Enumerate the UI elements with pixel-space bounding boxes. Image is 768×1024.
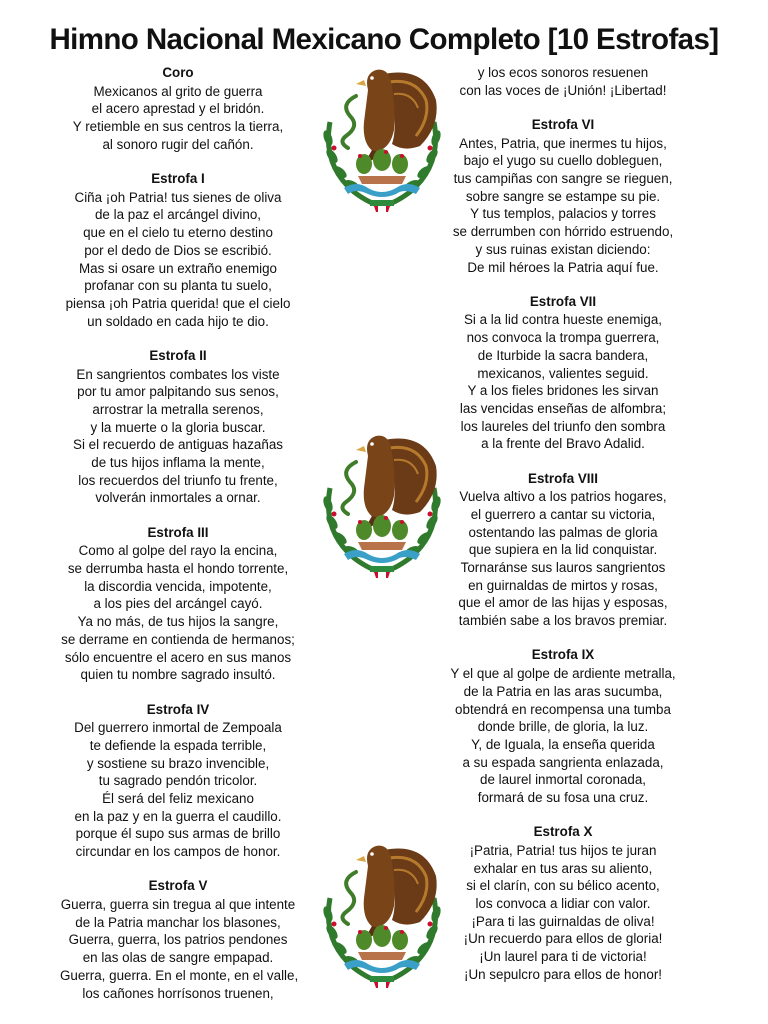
stanza-line: con las voces de ¡Unión! ¡Libertad! (459, 82, 667, 98)
stanza-line: Como al golpe del rayo la encina, (78, 543, 278, 559)
stanza (443, 470, 683, 630)
stanza-line: Ciña ¡oh Patria! tus sienes de oliva (74, 189, 282, 205)
stanza-title: Estrofa VII (529, 293, 597, 309)
stanza-line: Guerra, guerra, los patrios pendones (68, 932, 288, 948)
stanza (60, 64, 296, 154)
stanza-line: en la paz y en la guerra el caudillo. (74, 808, 282, 824)
stanza-line: Él será del feliz mexicano (102, 791, 254, 807)
stanza-line: Si el recuerdo de antiguas hazañas (73, 437, 283, 453)
stanza-line: profanar con su planta tu suelo, (84, 278, 272, 294)
stanza-line: y sostiene su brazo invencible, (86, 755, 270, 771)
stanza-line: de la paz el arcángel divino, (94, 207, 261, 223)
stanza-line: Guerra, guerra. En el monte, en el valle, (60, 967, 299, 983)
page-title: Himno Nacional Mexicano Completo [10 Estrofas] (49, 23, 719, 56)
stanza-line: porque él supo sus armas de brillo (75, 826, 281, 842)
stanza (443, 116, 683, 276)
stanza-line: un soldado en cada hijo te dio. (87, 313, 269, 329)
stanza-line: Si a la lid contra hueste enemiga, (463, 312, 662, 328)
stanza-line: Ya no más, de tus hijos la sangre, (77, 614, 279, 630)
stanza-line: a los pies del arcángel cayó. (93, 596, 263, 612)
stanza-line: los convoca a lidiar con valor. (475, 896, 651, 912)
stanza-line: Antes, Patria, que inermes tu hijos, (459, 135, 667, 151)
right-column (443, 64, 683, 1000)
stanza-line: mexicanos, valientes seguid. (477, 365, 649, 381)
coat-of-arms-icon (312, 426, 452, 584)
stanza-line: te defiende la espada terrible, (89, 737, 267, 753)
stanza-line: arrostrar la metralla serenos, (92, 401, 264, 417)
stanza-line: a la frente del Bravo Adalid. (481, 436, 645, 452)
stanza-line: de la Patria manchar los blasones, (75, 914, 281, 930)
stanza-line: Mexicanos al grito de guerra (93, 83, 263, 99)
stanza (60, 877, 299, 1002)
stanza-line: si el clarín, con su bélico acento, (466, 878, 660, 894)
stanza-line: de la Patria en las aras sucumba, (463, 683, 663, 699)
stanza-line: obtendrá en recompensa una tumba (455, 701, 671, 717)
stanza (443, 646, 683, 806)
stanza-title: Estrofa VIII (528, 470, 598, 486)
stanza-line: de laurel inmortal coronada, (480, 772, 646, 788)
stanza-line: los laureles del triunfo den sombra (460, 418, 666, 434)
stanza-line: y sus ruinas existan diciendo: (475, 241, 651, 257)
stanza-line: en las olas de sangre empapad. (82, 950, 274, 966)
stanza-line: ¡Un laurel para ti de victoria! (479, 949, 647, 965)
stanza-line: Guerra, guerra sin tregua al que intente (60, 897, 296, 913)
stanza-line: por tu amor palpitando sus senos, (77, 384, 279, 400)
stanza-line: Y retiemble en sus centros la tierra, (72, 119, 284, 135)
stanza-line: sobre sangre se estampe su pie. (465, 188, 661, 204)
stanza (60, 170, 296, 330)
stanza (60, 701, 296, 861)
stanza-line: Del guerrero inmortal de Zempoala (74, 720, 282, 736)
stanza-line: piensa ¡oh Patria querida! que el cielo (65, 295, 291, 311)
stanza-line: formará de su fosa una cruz. (477, 790, 649, 806)
stanza-line: de Iturbide la sacra bandera, (477, 347, 649, 363)
stanza-line: nos convoca la trompa guerrera, (466, 330, 660, 346)
stanza-line: tu sagrado pendón tricolor. (98, 773, 258, 789)
stanza-line: bajo el yugo su cuello dobleguen, (463, 153, 663, 169)
stanza-line: se derrumben con hórrido estruendo, (452, 224, 674, 240)
stanza-line: y los ecos sonoros resuenen (477, 65, 649, 80)
stanza (443, 823, 683, 983)
stanza-title: Estrofa V (148, 878, 208, 894)
stanza-line: por el dedo de Dios se escribió. (84, 242, 272, 258)
stanza-line: se derrame en contienda de hermanos; (61, 631, 295, 647)
stanza-line: que el amor de las hijas y esposas, (458, 595, 668, 611)
stanza (60, 347, 296, 507)
stanza-title: Estrofa VI (531, 116, 595, 132)
coat-of-arms-icon (312, 60, 452, 218)
stanza-line: Vuelva altivo a los patrios hogares, (459, 489, 667, 505)
stanza-line: a su espada sangrienta enlazada, (462, 754, 664, 770)
stanza (443, 64, 683, 99)
stanza-line: se derrumba hasta el hondo torrente, (67, 561, 289, 577)
stanza-line: ¡Patria, Patria! tus hijos te juran (469, 842, 657, 858)
stanza-line: en guirnaldas de mirtos y rosas, (468, 577, 658, 593)
stanza-line: que en el cielo tu eterno destino (83, 225, 273, 241)
left-column (60, 64, 299, 1019)
stanza-line: Mas si osare un extraño enemigo (79, 260, 277, 276)
stanza-title: Estrofa III (147, 524, 209, 540)
stanza-line: tus campiñas con sangre se rieguen, (453, 171, 673, 187)
stanza-line: sólo encuentre el acero en sus manos (64, 649, 292, 665)
stanza-title: Estrofa I (151, 171, 205, 187)
stanza (443, 293, 683, 453)
stanza-line: volverán inmortales a ornar. (95, 490, 261, 506)
stanza-title: Estrofa IV (146, 701, 210, 717)
stanza-line: las vencidas enseñas de alfombra; (459, 400, 667, 416)
stanza-line: ¡Para ti las guirnaldas de oliva! (471, 913, 655, 929)
stanza-line: circundar en los campos de honor. (75, 844, 281, 860)
stanza-line: el guerrero a cantar su victoria, (470, 506, 656, 522)
stanza-line: Y a los fieles bridones les sirvan (467, 383, 659, 399)
stanza-title: Estrofa II (149, 347, 207, 363)
stanza-line: el acero aprestad y el bridón. (91, 101, 265, 117)
stanza-line: ¡Un recuerdo para ellos de gloria! (463, 931, 663, 947)
stanza (60, 524, 296, 684)
stanza-line: quien tu nombre sagrado insultó. (80, 667, 276, 683)
stanza-line: que supiera en la lid conquistar. (468, 542, 658, 558)
stanza-line: Y tus templos, palacios y torres (470, 206, 656, 222)
stanza-line: los recuerdos del triunfo tu frente, (78, 472, 278, 488)
stanza-line: de tus hijos inflama la mente, (91, 455, 265, 471)
stanza-line: Tornaránse sus lauros sangrientos (460, 560, 666, 576)
stanza-line: Y, de Iguala, la enseña querida (471, 736, 655, 752)
stanza-line: En sangrientos combates los viste (76, 366, 280, 382)
stanza-line: donde brille, de gloria, la luz. (477, 719, 649, 735)
stanza-line: la discordia vencida, impotente, (84, 578, 272, 594)
coat-of-arms-icon (312, 836, 452, 994)
stanza-title: Estrofa X (533, 824, 593, 840)
stanza-title: Estrofa IX (531, 647, 595, 663)
stanza-line: exhalar en tus aras su aliento, (473, 860, 653, 876)
stanza-line: también sabe a los bravos premiar. (458, 613, 668, 629)
stanza-line: los cañones horrísonos truenen, (82, 985, 274, 1001)
stanza-line: y la muerte o la gloria buscar. (90, 419, 266, 435)
stanza-title: Coro (162, 65, 194, 80)
stanza-line: De mil héroes la Patria aquí fue. (467, 259, 659, 275)
stanza-line: Y el que al golpe de ardiente metralla, (450, 666, 676, 682)
stanza-line: al sonoro rugir del cañón. (102, 136, 254, 152)
stanza-line: ¡Un sepulcro para ellos de honor! (464, 966, 662, 982)
stanza-line: ostentando las palmas de gloria (468, 524, 658, 540)
